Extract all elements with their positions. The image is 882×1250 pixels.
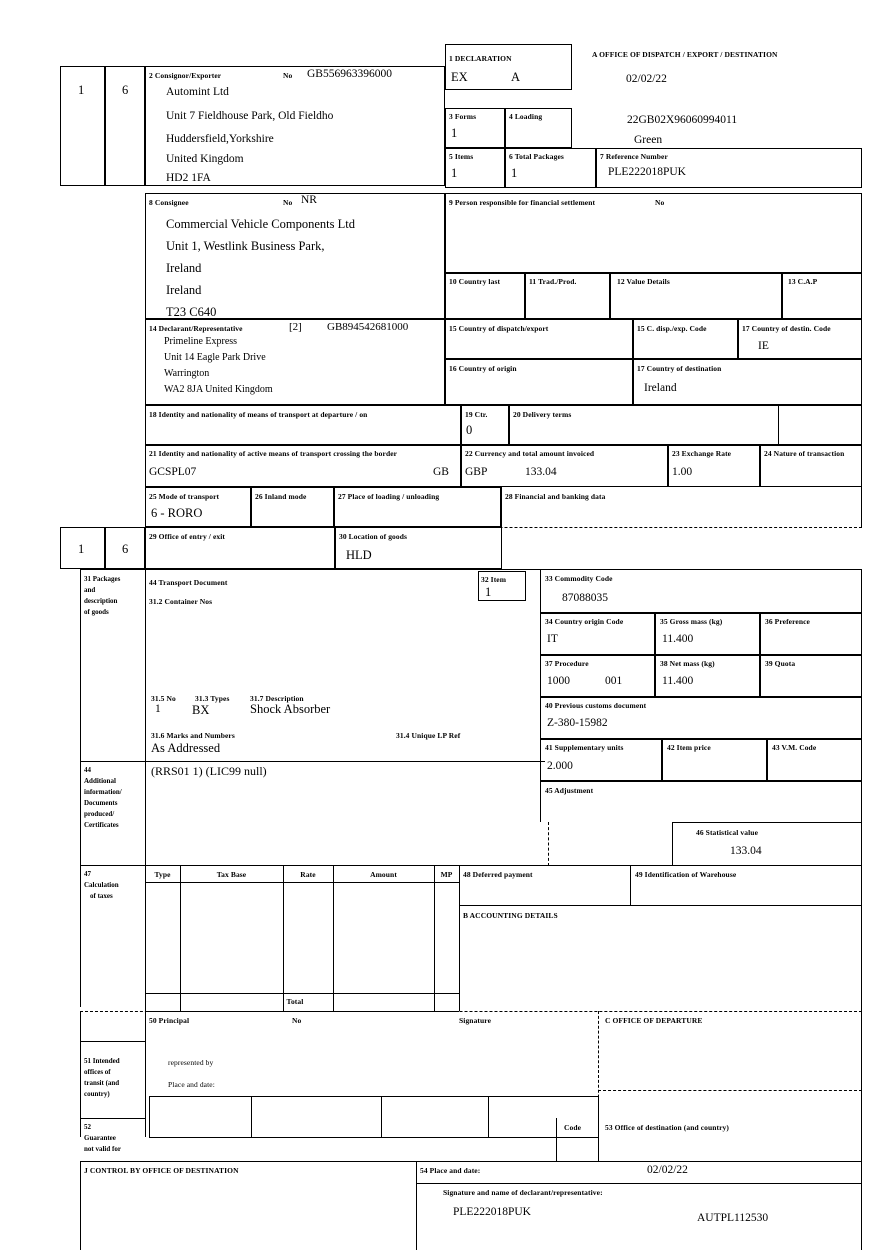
box-31-4-unique-lp-label: 31.4 Unique LP Ref bbox=[396, 731, 461, 740]
box-16-label: 16 Country of origin bbox=[449, 364, 517, 373]
box-31-3-types-label: 31.3 Types bbox=[195, 694, 230, 703]
box-23-label: 23 Exchange Rate bbox=[672, 449, 732, 458]
box-44-value: (RRS01 1) (LIC99 null) bbox=[151, 764, 267, 778]
box-38-label: 38 Net mass (kg) bbox=[660, 659, 715, 668]
declaration-ex-value: EX bbox=[451, 70, 468, 84]
box-17-label: 17 Country of destination bbox=[637, 364, 722, 373]
box-39-label: 39 Quota bbox=[765, 659, 796, 668]
box-33-value: 87088035 bbox=[562, 592, 608, 604]
box-54-label: 54 Place and date: bbox=[420, 1166, 481, 1175]
box-24-label: 24 Nature of transaction bbox=[764, 449, 845, 458]
box-14-line-3: WA2 8JA United Kingdom bbox=[164, 384, 273, 395]
box-2-line-2: Huddersfield,Yorkshire bbox=[166, 133, 274, 145]
box-51-label-3: country) bbox=[84, 1090, 110, 1098]
box-17c-label: 17 Country of destin. Code bbox=[742, 324, 831, 333]
box-44-label-5: Certificates bbox=[84, 821, 119, 829]
box-54-right-code: AUTPL112530 bbox=[697, 1212, 769, 1224]
box-44-label-3: Documents bbox=[84, 799, 118, 807]
box-25-label: 25 Mode of transport bbox=[149, 492, 220, 501]
box-1-label: 1 DECLARATION bbox=[449, 54, 512, 63]
declaration-a-value: A bbox=[511, 70, 521, 84]
box-19-value: 0 bbox=[466, 423, 473, 437]
box-2-label: 2 Consignor/Exporter bbox=[149, 71, 222, 80]
box-40-value: Z-380-15982 bbox=[547, 717, 608, 729]
box-4-label: 4 Loading bbox=[509, 112, 543, 121]
office-mrn: 22GB02X96060994011 bbox=[627, 114, 738, 126]
box-47-col-amount: Amount bbox=[370, 870, 397, 879]
box-29-label: 29 Office of entry / exit bbox=[149, 532, 226, 541]
box-43-label: 43 V.M. Code bbox=[772, 743, 817, 752]
box-14-rep-code: [2] bbox=[289, 321, 302, 333]
box-47-label-1: Calculation bbox=[84, 881, 119, 889]
box-51-label-2: transit (and bbox=[84, 1079, 120, 1087]
box-3-value: 1 bbox=[451, 126, 458, 140]
box-12-label: 12 Value Details bbox=[617, 277, 670, 286]
box-6-value: 1 bbox=[511, 166, 518, 180]
box-13-label: 13 C.A.P bbox=[788, 277, 818, 286]
box-21-value: GCSPL07 bbox=[149, 466, 197, 478]
box-8-no-value: NR bbox=[301, 194, 317, 206]
box-52-label-0: 52 bbox=[84, 1123, 91, 1131]
box-31-label-1: and bbox=[84, 586, 96, 594]
box-52-label-1: Guarantee bbox=[84, 1134, 116, 1142]
left-1-top-value: 1 bbox=[78, 83, 85, 97]
box-22-label: 22 Currency and total amount invoiced bbox=[465, 449, 595, 458]
box-47-label-0: 47 bbox=[84, 870, 91, 878]
box-41-label: 41 Supplementary units bbox=[545, 743, 624, 752]
box-15-label: 15 Country of dispatch/export bbox=[449, 324, 549, 333]
box-37-label: 37 Procedure bbox=[545, 659, 589, 668]
box-32-label: 32 Item bbox=[481, 575, 507, 584]
box-46-label: 46 Statistical value bbox=[696, 828, 758, 837]
box-14-eori: GB894542681000 bbox=[327, 321, 409, 333]
box-50-represented-by: represented by bbox=[168, 1058, 214, 1067]
box-31-6-marks-value: As Addressed bbox=[151, 741, 221, 755]
box-18-label: 18 Identity and nationality of means of transport at departure / on bbox=[149, 410, 368, 419]
box-27-label: 27 Place of loading / unloading bbox=[338, 492, 440, 501]
box-48-label: 48 Deferred payment bbox=[463, 870, 533, 879]
box-33-label: 33 Commodity Code bbox=[545, 574, 613, 583]
box-8-label: 8 Consignee bbox=[149, 198, 189, 207]
box-35-value: 11.400 bbox=[662, 633, 694, 645]
box-14-line-0: Primeline Express bbox=[164, 336, 238, 347]
box-8-no-label: No bbox=[283, 198, 293, 207]
box-47-col-mp: MP bbox=[440, 870, 453, 879]
box-31-label-2: description bbox=[84, 597, 118, 605]
box-51-label-1: offices of bbox=[84, 1068, 111, 1076]
box-6-label: 6 Total Packages bbox=[509, 152, 564, 161]
box-44-label-1: Additional bbox=[84, 777, 116, 785]
office-dispatch-date: 02/02/22 bbox=[626, 73, 667, 85]
box-2-eori: GB556963396000 bbox=[307, 68, 392, 80]
box-17c-value: IE bbox=[758, 340, 769, 352]
box-14-line-2: Warrington bbox=[164, 368, 210, 379]
box-35-label: 35 Gross mass (kg) bbox=[660, 617, 723, 626]
box-40-label: 40 Previous customs document bbox=[545, 701, 647, 710]
box-31-7-description-value: Shock Absorber bbox=[250, 702, 331, 716]
box-37-value-1: 1000 bbox=[547, 675, 570, 687]
office-dispatch-label: A OFFICE OF DISPATCH / EXPORT / DESTINATION bbox=[592, 50, 778, 59]
box-7-value: PLE222018PUK bbox=[608, 166, 686, 178]
box-11-label: 11 Trad./Prod. bbox=[529, 277, 577, 286]
box-8-consignee bbox=[145, 193, 445, 319]
box-47-label-2: of taxes bbox=[90, 892, 113, 900]
box-15c-label: 15 C. disp./exp. Code bbox=[637, 324, 707, 333]
box-2-no-label: No bbox=[283, 71, 293, 80]
box-31-6-marks-label: 31.6 Marks and Numbers bbox=[151, 731, 235, 740]
box-19-label: 19 Ctr. bbox=[465, 410, 488, 419]
box-7-label: 7 Reference Number bbox=[600, 152, 668, 161]
box-c-office-departure-label: C OFFICE OF DEPARTURE bbox=[605, 1016, 703, 1025]
box-23-value: 1.00 bbox=[672, 466, 693, 478]
box-49-label: 49 Identification of Warehouse bbox=[635, 870, 737, 879]
box-47-total-label: Total bbox=[286, 997, 304, 1006]
box-28-label: 28 Financial and banking data bbox=[505, 492, 606, 501]
box-45-label: 45 Adjustment bbox=[545, 786, 594, 795]
box-20-label: 20 Delivery terms bbox=[513, 410, 572, 419]
box-8-line-0: Commercial Vehicle Components Ltd bbox=[166, 217, 355, 231]
box-37-value-2: 001 bbox=[605, 675, 623, 687]
box-50-label: 50 Principal bbox=[149, 1016, 190, 1025]
box-32-value: 1 bbox=[485, 585, 492, 599]
box-31-label-0: 31 Packages bbox=[84, 575, 121, 583]
box-22-amount: 133.04 bbox=[525, 466, 557, 478]
box-2-line-0: Automint Ltd bbox=[166, 86, 229, 98]
box-50-no-label: No bbox=[292, 1016, 302, 1025]
box-5-label: 5 Items bbox=[449, 152, 474, 161]
box-31-5-no-value: 1 bbox=[155, 703, 161, 715]
box-50-place-and-date: Place and date: bbox=[168, 1080, 215, 1089]
box-31-2-container-label: 31.2 Container Nos bbox=[149, 597, 213, 606]
left-6-mid-value: 6 bbox=[122, 542, 129, 556]
box-8-line-2: Ireland bbox=[166, 261, 202, 275]
box-42-label: 42 Item price bbox=[667, 743, 711, 752]
box-2-consignor bbox=[145, 66, 445, 186]
box-2-line-3: United Kingdom bbox=[166, 153, 244, 165]
box-10-label: 10 Country last bbox=[449, 277, 501, 286]
box-53-label: 53 Office of destination (and country) bbox=[605, 1123, 730, 1132]
office-lane: Green bbox=[634, 134, 663, 146]
box-3-label: 3 Forms bbox=[449, 112, 477, 121]
box-54-declarant: PLE222018PUK bbox=[453, 1206, 531, 1218]
box-25-value: 6 - RORO bbox=[151, 506, 203, 520]
box-26-label: 26 Inland mode bbox=[255, 492, 307, 501]
box-8-line-4: T23 C640 bbox=[166, 305, 217, 319]
box-9-label: 9 Person responsible for financial settlement bbox=[449, 198, 596, 207]
box-44-label-2: information/ bbox=[84, 788, 122, 796]
box-30-value: HLD bbox=[346, 548, 372, 562]
box-j-control-label: J CONTROL BY OFFICE OF DESTINATION bbox=[84, 1166, 239, 1175]
box-b-accounting-label: B ACCOUNTING DETAILS bbox=[463, 911, 558, 920]
box-9-no-label: No bbox=[655, 198, 665, 207]
box-34-value: IT bbox=[547, 633, 558, 645]
box-47-col-tax-base: Tax Base bbox=[216, 870, 247, 879]
box-2-line-4: HD2 1FA bbox=[166, 172, 211, 184]
box-52-code-label: Code bbox=[564, 1123, 582, 1132]
box-8-line-3: Ireland bbox=[166, 283, 202, 297]
box-36-label: 36 Preference bbox=[765, 617, 810, 626]
box-46-value: 133.04 bbox=[730, 845, 762, 857]
box-31-label-3: of goods bbox=[84, 608, 109, 616]
box-54-date: 02/02/22 bbox=[647, 1164, 688, 1176]
box-17-value: Ireland bbox=[644, 382, 677, 394]
box-22-currency: GBP bbox=[465, 466, 488, 478]
box-5-value: 1 bbox=[451, 166, 458, 180]
box-21-nationality: GB bbox=[433, 466, 449, 478]
box-52-label-2: not valid for bbox=[84, 1145, 121, 1153]
box-41-value: 2.000 bbox=[547, 760, 573, 772]
box-8-line-1: Unit 1, Westlink Business Park, bbox=[166, 239, 325, 253]
box-44-label-4: produced/ bbox=[84, 810, 115, 818]
box-31-3-types-value: BX bbox=[192, 703, 210, 717]
box-51-label-0: 51 Intended bbox=[84, 1057, 120, 1065]
box-44-label-0: 44 bbox=[84, 766, 91, 774]
box-30-label: 30 Location of goods bbox=[339, 532, 408, 541]
left-1-mid-value: 1 bbox=[78, 542, 85, 556]
box-31-5-no-label: 31.5 No bbox=[151, 694, 176, 703]
left-6-top-value: 6 bbox=[122, 83, 129, 97]
box-54-signature-label: Signature and name of declarant/representative: bbox=[443, 1188, 603, 1197]
box-38-value: 11.400 bbox=[662, 675, 694, 687]
box-14-label: 14 Declarant/Representative bbox=[149, 324, 243, 333]
box-21-label: 21 Identity and nationality of active means of transport crossing the border bbox=[149, 449, 398, 458]
box-50-signature-label: Signature bbox=[459, 1016, 492, 1025]
box-14-line-1: Unit 14 Eagle Park Drive bbox=[164, 352, 266, 363]
box-31-7-description-label: 31.7 Description bbox=[250, 694, 304, 703]
box-2-line-1: Unit 7 Fieldhouse Park, Old Fieldho bbox=[166, 110, 334, 122]
box-34-label: 34 Country origin Code bbox=[545, 617, 624, 626]
box-47-col-type: Type bbox=[154, 870, 171, 879]
box-44-transport-doc-label: 44 Transport Document bbox=[149, 578, 228, 587]
box-47-col-rate: Rate bbox=[300, 870, 316, 879]
